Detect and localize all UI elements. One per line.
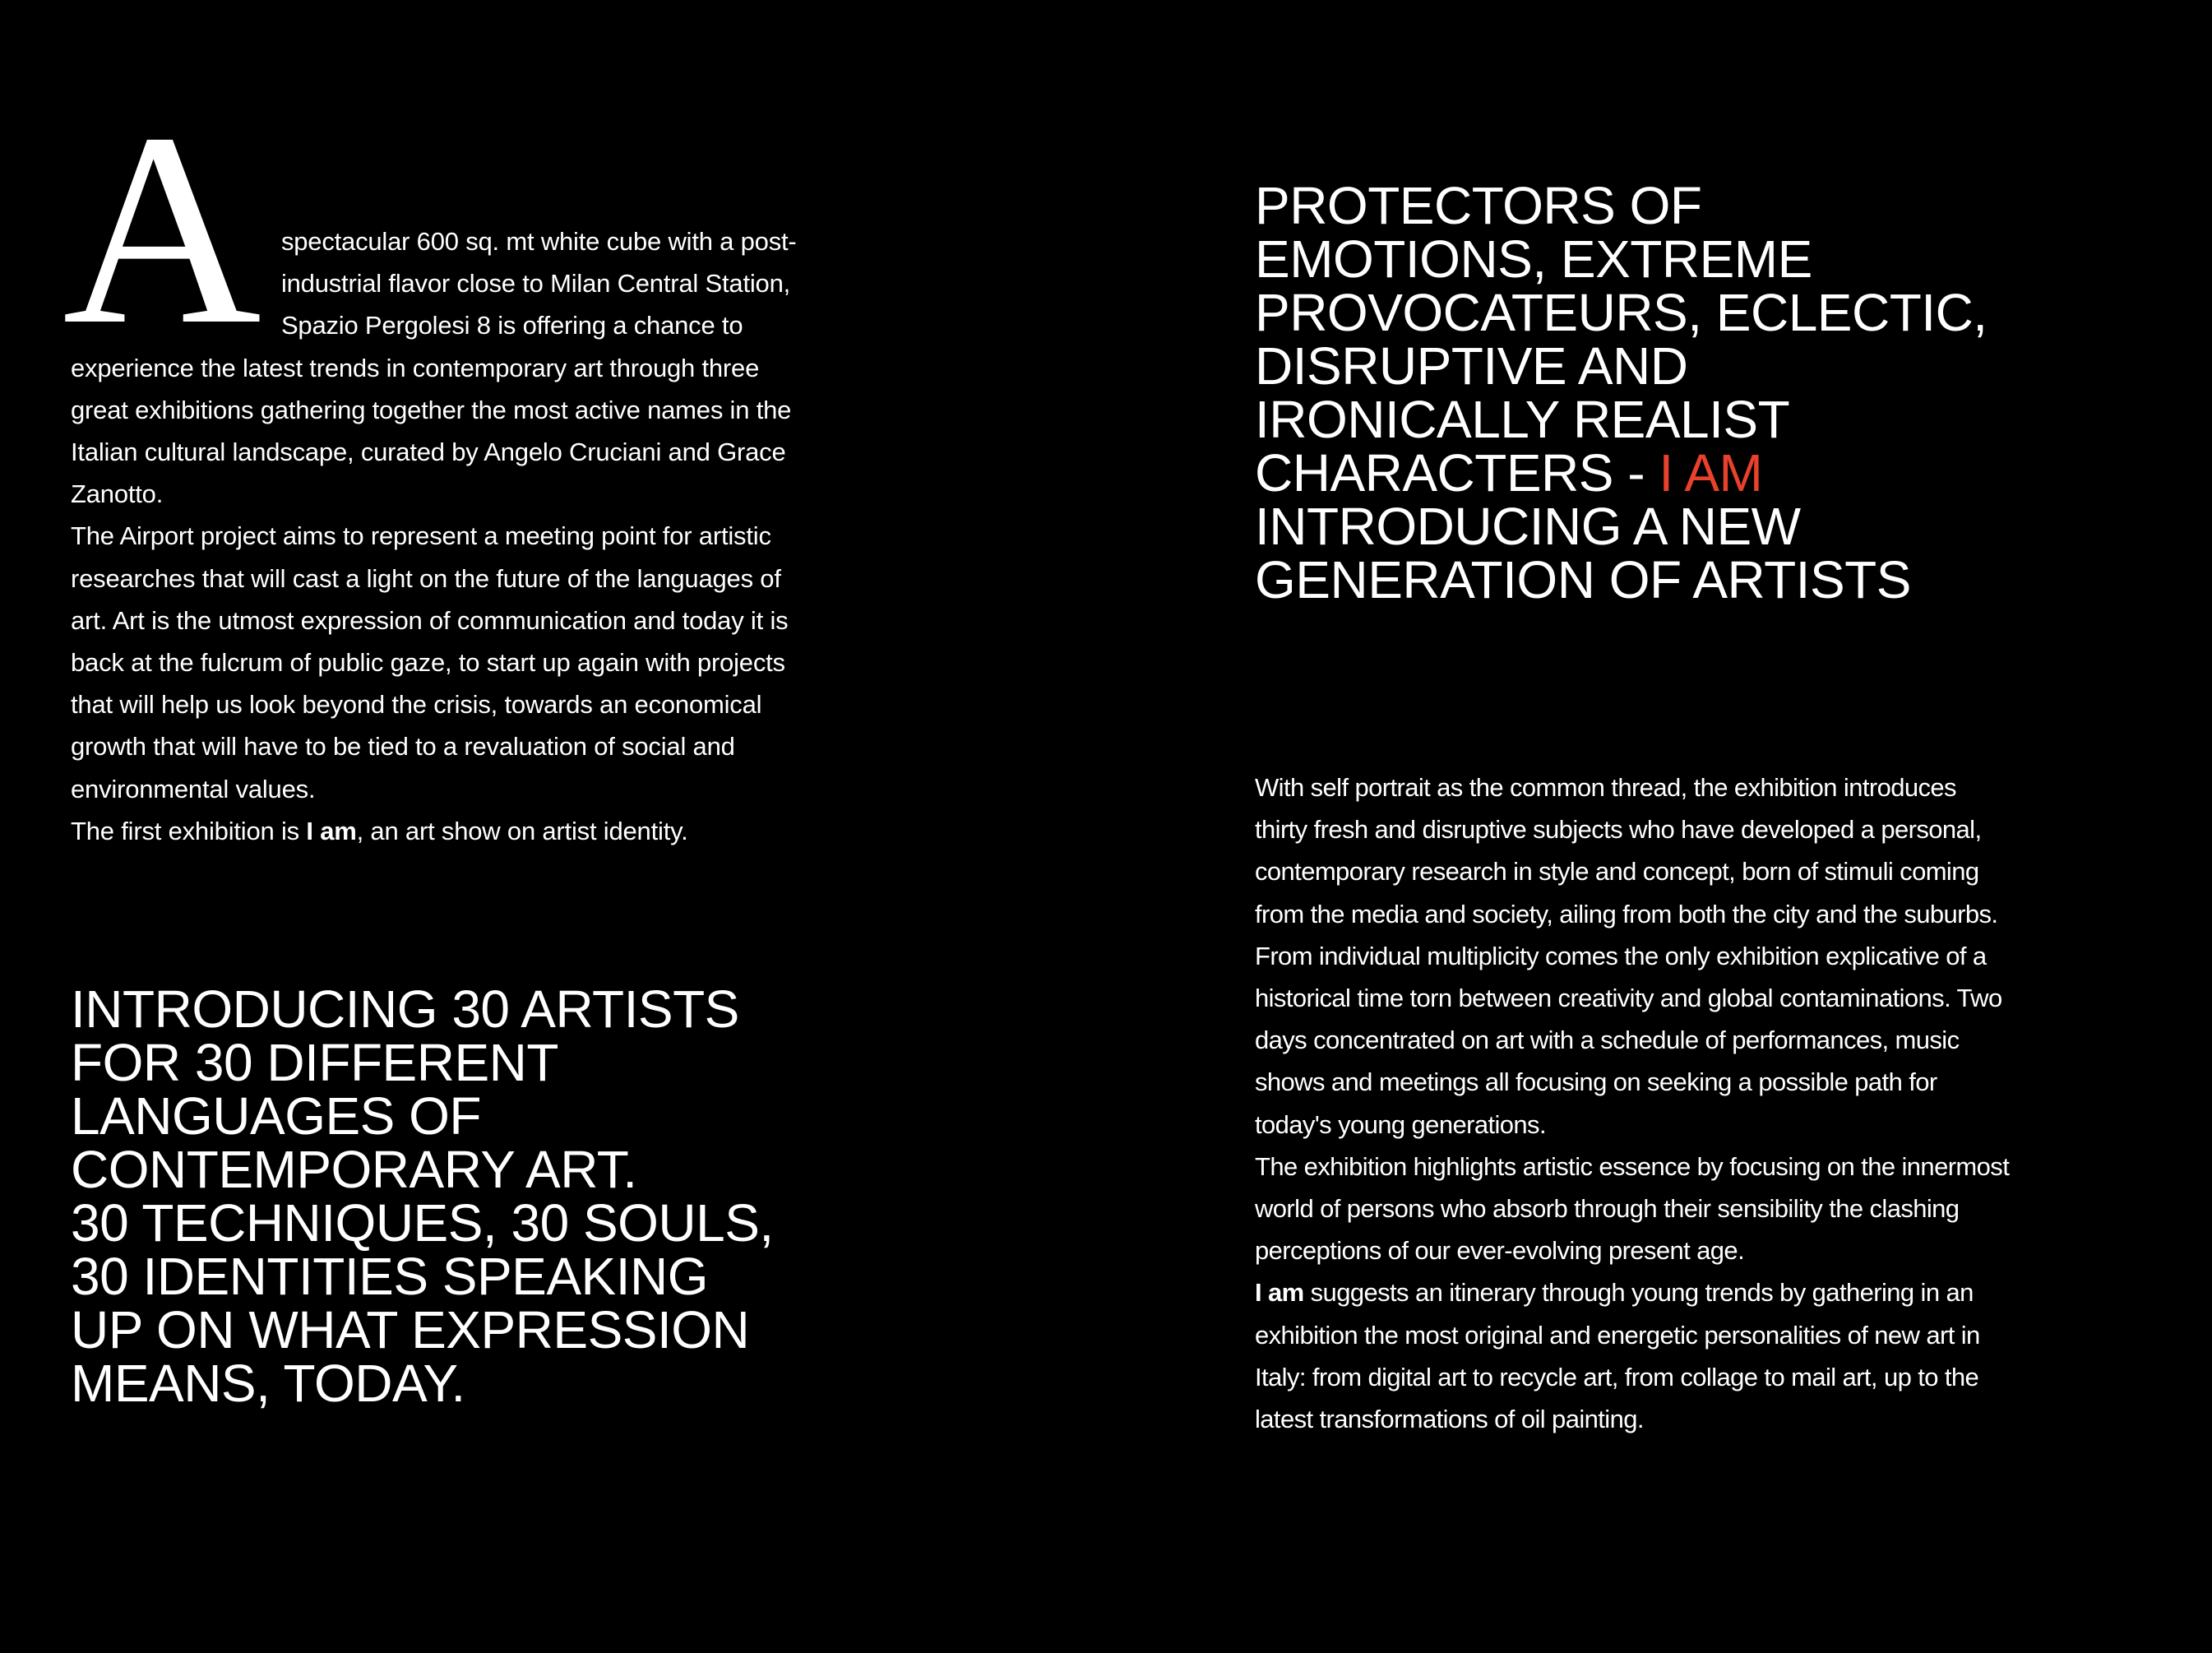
right-headline-line: INTRODUCING A NEW — [1255, 497, 1801, 556]
right-article-body — [1255, 766, 2011, 1440]
right-headline — [1255, 176, 2028, 609]
left-headline-line: FOR 30 DIFFERENT — [71, 1033, 558, 1092]
itinerary-paragraph — [1255, 1271, 2011, 1440]
self-portrait-paragraph: With self portrait as the common thread, the exhibition introduces thirty fresh and disruptive subjects who have developed a personal, contemporary research in style and concept, born of stimuli coming from the media and society, ailing from both the city and the suburbs. From individual multiplicity comes the only exhibition explicative of a historical time torn between creativity and global contaminations. Two days concentrated on art with a schedule of performances, music shows and meetings all focusing on seeking a possible path for today's young generations. — [1255, 773, 2002, 1139]
right-headline-line: PROVOCATEURS, ECLECTIC, — [1255, 283, 1988, 342]
left-headline-line: 30 TECHNIQUES, 30 SOULS, — [71, 1193, 774, 1252]
left-headline-line: LANGUAGES OF — [71, 1086, 481, 1146]
right-headline-line: DISRUPTIVE AND — [1255, 336, 1688, 396]
i-am-accent-title: I AM — [1659, 443, 1763, 502]
right-headline-line: IRONICALLY REALIST — [1255, 390, 1790, 449]
i-am-inline-title: I am — [306, 816, 357, 845]
left-article-body — [62, 76, 819, 852]
airport-paragraph — [71, 515, 819, 809]
drop-cap: A — [62, 76, 261, 382]
left-headline-line: CONTEMPORARY ART. — [71, 1140, 637, 1199]
itinerary-paragraph-text: suggests an itinerary through young trends by gathering in an exhibition the most original and energetic personalities of new art in Italy: from digital art to recycle art, from collage to mail art, up to the latest transformations of oil painting. — [1255, 1278, 1980, 1434]
intro-paragraph-text: spectacular 600 sq. mt white cube with a post-industrial flavor close to Milan Central Station, Spazio Pergolesi 8 is offering a chance to experience the latest trends in contemporary art through three great exhibitions gathering together the most active names in the Italian cultural landscape, curated by Angelo Cruciani and Grace Zanotto. — [71, 227, 797, 509]
right-headline-line: PROTECTORS OF — [1255, 176, 1702, 235]
airport-paragraph-text: The Airport project aims to represent a meeting point for artistic researches that will cast a light on the future of the languages of art. Art is the utmost expression of communication and today it is back at the fulcrum of public gaze, to start up again with projects that will help us look beyond the crisis, towards an economical growth that will have to be tied to a revaluation of social and environmental values. — [71, 521, 789, 803]
right-headline-line: EMOTIONS, EXTREME — [1255, 229, 1812, 289]
left-headline-line: INTRODUCING 30 ARTISTS — [71, 979, 739, 1039]
left-headline — [71, 979, 844, 1413]
i-am-inline-title: I am — [1255, 1278, 1304, 1308]
right-headline-characters: CHARACTERS - — [1255, 443, 1659, 502]
artistic-essence-paragraph: The exhibition highlights artistic essence by focusing on the innermost world of persons who absorb through their sensibility the clashing perceptions of our ever-evolving present age. — [1255, 1151, 2010, 1266]
first-exhibition-paragraph — [71, 810, 819, 852]
left-headline-line: UP ON WHAT EXPRESSION — [71, 1300, 750, 1359]
right-headline-line — [1255, 443, 2028, 502]
left-headline-line: 30 IDENTITIES SPEAKING — [71, 1247, 708, 1306]
first-exhibition-before: The first exhibition is — [71, 816, 307, 845]
right-headline-line: GENERATION OF ARTISTS — [1255, 550, 1911, 609]
left-headline-line: MEANS, TODAY. — [71, 1354, 465, 1413]
first-exhibition-after: , an art show on artist identity. — [356, 816, 688, 845]
